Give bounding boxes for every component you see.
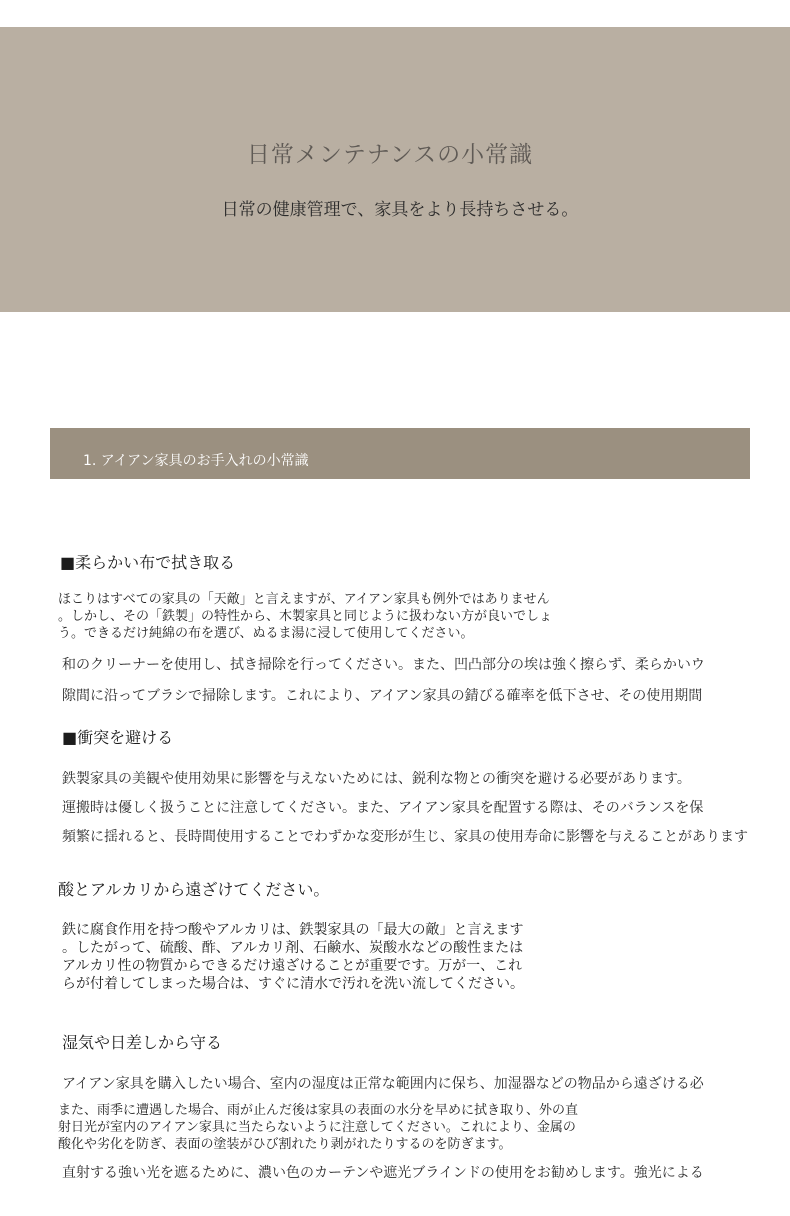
humidity-sun-paragraph: [58, 1102, 578, 1153]
hero-banner: [0, 27, 790, 312]
paragraph-line: 隙間に沿ってブラシで掃除します。これにより、アイアン家具の錆びる確率を低下させ、その使用期間: [62, 688, 703, 704]
acid-alkali-paragraph: [62, 921, 524, 993]
paragraph-line: 鉄に腐食作用を持つ酸やアルカリは、鉄製家具の「最大の敵」と言えます: [62, 922, 524, 938]
soft-cloth-intro: [58, 591, 552, 642]
section-header-label: 1. アイアン家具のお手入れの小常識: [83, 453, 309, 469]
heading-acid-alkali: 酸とアルカリから遠ざけてください。: [58, 880, 330, 899]
page-title: 日常メンテナンスの小常識: [246, 142, 534, 168]
paragraph-line: アイアン家具を購入したい場合、室内の湿度は正常な範囲内に保ち、加湿器などの物品から遠ざける必: [62, 1076, 704, 1092]
paragraph-line: 鉄製家具の美観や使用効果に影響を与えないためには、鋭利な物との衝突を避ける必要があります。: [62, 771, 691, 787]
paragraph-line: また、雨季に遭遇した場合、雨が止んだ後は家具の表面の水分を早めに拭き取り、外の直: [58, 1103, 579, 1118]
paragraph-line: ほこりはすべての家具の「天敵」と言えますが、アイアン家具も例外ではありません: [58, 592, 550, 607]
paragraph-line: 頻繁に揺れると、長時間使用することでわずかな変形が生じ、家具の使用寿命に影響を与えることがあります: [62, 829, 748, 845]
paragraph-line: う。できるだけ純綿の布を選び、ぬるま湯に浸して使用してください。: [58, 626, 474, 641]
paragraph-line: らが付着してしまった場合は、すぐに清水で汚れを洗い流してください。: [62, 976, 524, 992]
paragraph-line: 。しかし、その「鉄製」の特性から、木製家具と同じように扱わない方が良いでしょ: [58, 609, 553, 624]
page-subtitle: 日常の健康管理で、家具をより長持ちさせる。: [221, 200, 579, 220]
section-header-bar: [50, 428, 750, 479]
paragraph-line: 射日光が室内のアイアン家具に当たらないように注意してください。これにより、金属の: [58, 1120, 576, 1135]
heading-avoid-collision: ■衝突を避ける: [62, 728, 174, 747]
paragraph-line: 酸化や劣化を防ぎ、表面の塗装がひび割れたり剥がれたりするのを防ぎます。: [58, 1137, 512, 1152]
heading-soft-cloth: ■柔らかい布で拭き取る: [60, 553, 236, 572]
paragraph-line: 和のクリーナーを使用し、拭き掃除を行ってください。また、凹凸部分の埃は強く擦らず、柔らかいウ: [62, 657, 705, 673]
paragraph-line: 直射する強い光を遮るために、濃い色のカーテンや遮光ブラインドの使用をお勧めします。強光による: [62, 1165, 704, 1181]
paragraph-line: 。したがって、硫酸、酢、アルカリ剤、石鹸水、炭酸水などの酸性または: [62, 940, 524, 956]
heading-humidity-sun: 湿気や日差しから守る: [62, 1033, 223, 1052]
paragraph-line: アルカリ性の物質からできるだけ遠ざけることが重要です。万が一、これ: [62, 958, 523, 974]
paragraph-line: 運搬時は優しく扱うことに注意してください。また、アイアン家具を配置する際は、そのバランスを保: [62, 800, 704, 816]
